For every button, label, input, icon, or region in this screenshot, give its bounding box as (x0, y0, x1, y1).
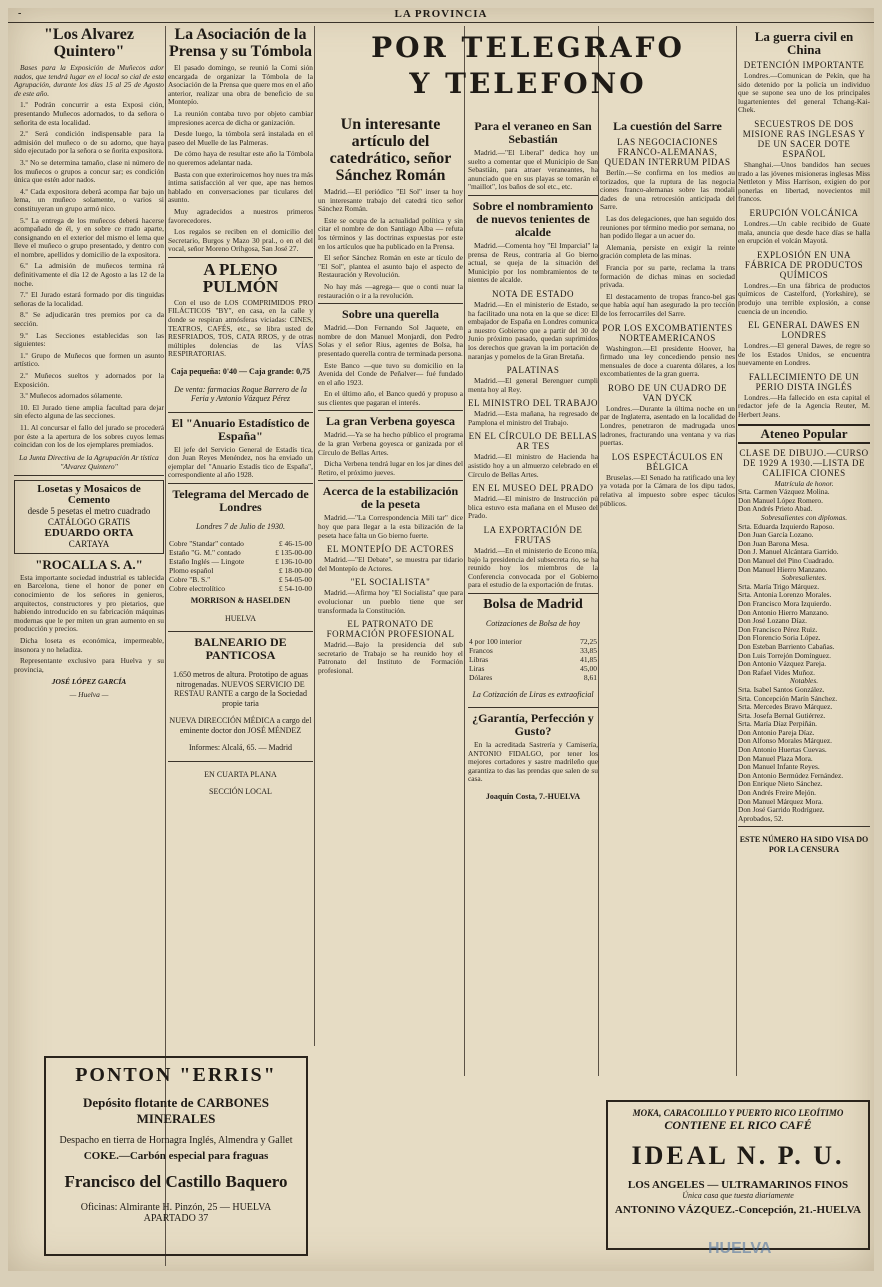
ad-brand: IDEAL N. P. U. (631, 1141, 845, 1170)
subhead: LAS NEGOCIACIONES FRANCO-ALEMANAS, QUEDAN INTERRUM PIDAS (604, 137, 731, 167)
losetas-ad (14, 480, 164, 554)
divider (468, 195, 598, 196)
banner-line-2: Y TELEFONO (409, 67, 647, 100)
list-item: Srta. Mercedes Bravo Márquez. (738, 702, 833, 712)
subhead: SECUESTROS DE DOS MISIONE RAS INGLESAS Y DE UN SACER DOTE ESPAÑOL (742, 118, 866, 159)
list-item: Don Manuel Hierro Manzano. (738, 564, 828, 574)
column-5 (600, 116, 735, 1096)
list-item: Don Esteban Barriento Cabañas. (738, 641, 835, 651)
pulmon-price: Caja pequeña: 0'40 — Caja grande: 0,75 (170, 367, 311, 377)
list-item: Aprobados, 52. (738, 813, 784, 823)
table-cell: Cobre "B. S." (169, 575, 211, 585)
list-item: Don Andrés Freire Mejón. (738, 788, 816, 798)
list-item: Don Enrique Nieto Sánchez. (738, 779, 823, 789)
table-row (168, 557, 313, 566)
rocalla-text: Representante exclusivo para Huelva y su provincia, (14, 656, 164, 674)
subhead: FALLECIMIENTO DE UN PERIO DISTA INGLÉS (748, 371, 860, 392)
rule-item: 1.º Grupo de Muñecos que formen un asunto artístico. (14, 350, 164, 369)
table-row (168, 575, 313, 584)
subhead: EL GENERAL DAWES EN LONDRES (748, 320, 860, 341)
table-cell: Cobre "Standar" contado (169, 539, 244, 549)
ad-catalog: CATÁLOGO GRATIS (47, 516, 131, 527)
article-signature: La Junta Directiva de la Agrupación Ar tística "Alvarez Quintero" (19, 452, 159, 471)
article-paragraph: Madrid.—En el ministerio de Econo mía, bajo la presidencia del subsecreta rio, se ha reunido hoy los miembros de la Conferencia convocada por el Gobierno para el estudio de la exportación de frutas. (468, 546, 598, 590)
honor-label: Sobresalientes con diplomas. (760, 513, 848, 523)
column-3 (318, 116, 463, 1106)
honor-label: Matrícula de honor. (774, 478, 834, 488)
article-paragraph: Londres.—Comunican de Pekín, que ha sido detenido por la policía un individuo que se supone sea uno de los principales lugartenientes del general Tchang-Kai-Chek. (738, 71, 870, 115)
mercado-firm: MORRISON & HASELDEN (190, 596, 291, 606)
list-item: Don Florencio Soria López. (738, 633, 821, 643)
ad-title: Losetas y Mosaicos de Cemento (37, 482, 141, 506)
table-row (168, 566, 313, 575)
panticosa-info: Informes: Alcalá, 65. — Madrid (188, 743, 293, 753)
list-item: Don Andrés Prieto Abad. (738, 504, 813, 514)
article-title: Un interesante artículo del catedrático, señor Sánchez Román (329, 116, 452, 184)
mercado-table (168, 539, 313, 593)
ad-line: Depósito flotante de CARBONES MINERALES (83, 1095, 269, 1126)
list-item: Don Manuel López Romero. (738, 495, 823, 505)
list-item: Don Rafael Vides Muñoz. (738, 667, 816, 677)
article-paragraph: Berlín.—Se confirma en los medios au torizados, que la ruptura de las negocia ciones franco-alemanas sobre las modali dades de una retrocesión anticipada del Sarre. (600, 168, 735, 212)
article-paragraph: Este se ocupa de la actualidad política y sin citar el nombre de don Santiago Alba — refuta los términos y las doctrinas expuestas por este en los artículos que ha publicado en la Prensa. (318, 215, 463, 251)
divider (168, 483, 313, 484)
table-cell: £ 54-10-00 (278, 584, 312, 594)
divider (318, 480, 463, 481)
list-item: Don Manuel del Pino Cuadrado. (738, 556, 834, 565)
pulmon-sale: De venta: farmacias Roque Barrero de la Feria y Antonio Vázquez Pérez (174, 384, 307, 404)
article-paragraph: Madrid.—En el ministerio de Estado, se ha facilitado una nota en la que se dice: El embajador de España en Londres comunica a nuestro Gobierno que a partir del 30 de Junio próximo pasado, quedan suprimidos los derechos que gravan la im portación de naranjas y pomelos de la Gran Bretaña. (468, 299, 598, 361)
bolsa-table (468, 637, 598, 682)
rule-item: 11. Al concursar el fallo del jurado se procederá por éste a la apertura de los sobres cuyos lemas coincidan con los de los ejemplares premiados. (14, 422, 164, 450)
subhead: EXPLOSIÓN EN UNA FÁBRICA DE PRODUCTOS QUÍMICOS (744, 249, 864, 280)
article-paragraph: Alemania, persiste en exigir la reinte gración completa de las minas. (600, 242, 735, 261)
pulmon-title: A PLENO PULMÓN (202, 259, 279, 296)
rule-item: 1.º Podrán concurrir a esta Exposi ción, presentando Muñecos adornados, to da señora o señorita de esta localidad. (14, 100, 164, 127)
list-item: Don Antonio Huertas Cuevas. (738, 745, 827, 755)
list-item: Don Juan Barona Mesa. (738, 538, 810, 548)
table-cell: Estaño Inglés — Lingote (169, 557, 245, 567)
bolsa-title: Bolsa de Madrid (483, 597, 583, 612)
rocalla-title: "ROCALLA S. A." (35, 556, 143, 572)
list-item: Don Francisco Pérez Ruiz. (738, 624, 818, 634)
article-paragraph: Madrid.—Esta mañana, ha regresado de Pamplona el ministro del Trabajo. (468, 409, 598, 427)
rules-list (14, 101, 164, 449)
list-item: Don Antonio Pareja Díaz. (738, 727, 815, 737)
subhead: ERUPCIÓN VOLCÁNICA (749, 207, 859, 218)
article-title: Para el veraneo en San Sebastián (474, 119, 592, 146)
censura-note: ESTE NÚMERO HA SIDO VISA DO POR LA CENSURA (739, 835, 869, 854)
table-cell: £ 136-10-00 (275, 557, 312, 567)
subhead: DETENCIÓN IMPORTANTE (743, 60, 865, 70)
article-paragraph: El señor Sánchez Román en este ar tículo de "El Sol", plantea el asunto bajo el aspecto de Restauración y Revolución. (318, 253, 463, 280)
table-cell: Liras (469, 663, 485, 673)
table-cell: £ 54-05-00 (278, 575, 312, 585)
ad-address: Oficinas: Almirante H. Pinzón, 25 — HUELVA (80, 1202, 272, 1213)
panticosa-title: BALNEARIO DE PANTICOSA (194, 635, 287, 663)
bolsa-note: La Cotización de Liras es extraoficial (472, 689, 594, 699)
subhead: CLASE DE DIBUJO.—CURSO DE 1929 A 1930.—LISTA DE CALIFICA CIONES (739, 447, 869, 478)
honor-label: Sobresalientes. (781, 573, 827, 583)
table-row (468, 673, 598, 682)
divider (318, 410, 463, 411)
ideal-npu-ad (606, 1100, 870, 1250)
article-paragraph: La reunión contaba tuvo por objeto cambiar impresiones acerca de dicha or ganización. (168, 108, 313, 127)
table-cell: Plomo español (169, 566, 214, 576)
rule-item: 10. El Jurado tiene amplia facultad para dejar sin efecto alguna de las secciones. (14, 402, 164, 421)
masthead (8, 8, 874, 23)
article-paragraph: Madrid.—"La Correspondencia Mili tar" dice hoy que para llegar a la esta bilización de la peseta hace falta un Go bierno fuerte. (318, 513, 463, 540)
ad-line: MOKA, CARACOLILLO Y PUERTO RICO LEOÍTIMO (632, 1108, 844, 1118)
ad-shop: LOS ANGELES — ULTRAMARINOS FINOS (627, 1179, 849, 1191)
list-item: Srta. Antonia Lorenzo Morales. (738, 590, 832, 600)
subhead: PALATINAS (506, 365, 560, 376)
ad-line: CONTIENE EL RICO CAFÉ (664, 1118, 812, 1132)
article-paragraph: De cómo haya de resultar este año la Tómbola no queremos adelantar nada. (168, 149, 313, 167)
table-row (468, 637, 598, 646)
ad-price: desde 5 pesetas el metro cuadrado (27, 505, 151, 516)
page-number: - (18, 8, 23, 19)
banner-line-1: POR TELEGRAFO (371, 31, 685, 64)
rule-item: 9.º Las Secciones establecidas son las siguientes: (14, 330, 164, 349)
mercado-title: Telegrama del Mercado de Londres (172, 486, 309, 514)
table-cell: 45,00 (580, 663, 597, 673)
section-banner (318, 30, 738, 106)
article-paragraph: Dicha Verbena tendrá lugar en los jar dines del Retiro, el próximo jueves. (318, 459, 463, 477)
watermark-text: HUELVA (708, 1240, 772, 1257)
article-paragraph: El pasado domingo, se reunió la Comi sión encargada de organizar la Tómbola de la Asociación de la Prensa que quere mos en el año anterior, realizar una obra de beneficio de su Montepío. (168, 63, 313, 107)
article-paragraph: El destacamento de tropas franco-bel gas que había aquí han asegurado la pro tección de los ferrocarriles del Sarre. (600, 291, 735, 318)
article-title: La gran Verbena goyesca (326, 414, 455, 429)
column-6 (738, 26, 870, 1106)
article-title: Sobre una querella (342, 307, 439, 322)
table-cell: Francos (469, 645, 493, 655)
list-item: Don José Garrido Rodríguez. (738, 805, 825, 815)
ad-apartado: APARTADO 37 (143, 1213, 209, 1224)
column-rule (464, 26, 465, 1076)
table-cell: Dólares (469, 672, 493, 682)
panticosa-text: 1.650 metros de altura. Prototipo de aguas nitrogenadas. NUEVOS SERVICIO DE RESTAU RANTE a cargo de la Sociedad propie taria (172, 670, 309, 708)
rep-name: JOSÉ LÓPEZ GARCÍA (51, 677, 127, 687)
garantia-text: En la acreditada Sastrería y Camisería, ANTONIO FIDALGO, por tener los mejores cortadores y sastre madrileño que garantiza to das las prendas que salen de su casa. (468, 740, 598, 784)
ateneo-title: Ateneo Popular (738, 424, 870, 444)
table-cell: £ 46-15-00 (278, 539, 312, 549)
column-rule (598, 26, 599, 1076)
article-paragraph: Bruselas.—El Senado ha ratificado una ley ya votada por la Cámara de los dipu tados, relativa al impuesto sobre espec táculos públicos. (600, 472, 735, 508)
article-paragraph: Madrid.—El ministro de Hacienda ha asistido hoy a un almuerzo celebrado en el Círculo de Bellas Artes. (468, 452, 598, 479)
divider (468, 707, 598, 708)
subhead: POR LOS EXCOMBATIENTES NORTEAMERICANOS (602, 322, 733, 343)
rocalla-text: Dicha loseta es económica, impermeable, insonora y no heladiza. (14, 635, 164, 654)
seccion-local: SECCIÓN LOCAL (209, 787, 272, 797)
rule-item: 8.º Se adjudicarán tres premios por ca da sección. (14, 310, 164, 329)
table-cell: 33,85 (580, 645, 597, 655)
article-paragraph: Basta con que exteriroicemos hoy nues tra más íntima satisfacción al ver que, ape nas hemos hablado en conversaciones par ticulares del asunto. (168, 169, 313, 205)
article-paragraph: Francia por su parte, reclama la trans formación de dichas minas en sociedad privada. (600, 262, 735, 290)
article-paragraph: Madrid.—El periódico "El Sol" inser ta hoy un interesante trabajo del catedrá tico señor Sánchez Román. (318, 187, 463, 214)
table-row (168, 548, 313, 557)
article-paragraph: Madrid.—El general Berenguer cumpli menta hoy al Rey. (468, 376, 598, 394)
ponton-erris-ad (44, 1056, 308, 1256)
list-item: Don José Lozano Díaz. (738, 616, 807, 626)
ad-line: COKE.—Carbón especial para fraguas (83, 1150, 269, 1162)
article-paragraph: Londres.—El general Dawes, de regre so de los Estados Unidos, se encuentra nuevamente en Londres. (738, 341, 870, 368)
list-item: Don Francisco Mora Izquierdo. (738, 598, 832, 608)
divider (168, 631, 313, 632)
list-item: Don Luis Torrejón Domínguez. (738, 650, 831, 660)
article-intro: Bases para la Exposición de Muñecos ador nados, que tendrá lugar en el local so cial de esta Agrupación, durante los días 15 al 25 de Agosto de este año. (14, 63, 164, 98)
honor-label: Notables. (789, 676, 819, 686)
garantia-address: Joaquín Costa, 7.-HUELVA (485, 791, 581, 801)
article-paragraph: Madrid.—"El Liberal" dedica hoy un suelto a comentar que el Municipio de San Sebastián, para atraer veraneantes, ha anunciado que en sus playas se tomarán el "maillot", los baños de sol etc., etc. (468, 148, 598, 192)
article-paragraph: Muy agradecidos a nuestros primeros favorecedores. (168, 206, 313, 225)
anuario-title: El "Anuario Estadístico de España" (171, 415, 310, 443)
ad-owner: Francisco del Castillo Baquero (64, 1172, 288, 1191)
article-paragraph: Londres.—Durante la última noche en un par de Inglaterra, asentado en la localidad de Londres, penetraron de madrugada unos ladrones, fracturando una ventana y va rias puertas. (600, 403, 735, 448)
article-paragraph: Madrid.—"El Debate", se muestra par tidario del Montepío de Actores. (318, 555, 463, 573)
table-cell: Cobre electrolítico (169, 584, 226, 594)
table-row (468, 655, 598, 664)
column-1 (14, 26, 164, 1101)
article-paragraph: Los regalos se reciben en el domicilio del Secretario, Burgos y Mazo 30 pral., o en el del vocal, señor Moreno Orihgosa, San José 27. (168, 227, 313, 254)
list-item: Srta. Isabel Santos González. (738, 684, 825, 694)
subhead: NOTA DE ESTADO (491, 288, 575, 299)
article-paragraph: Madrid.—Comenta hoy "El Imparcial" la prensa de Reus, contraria al Go bierno actual, se queja de la situación del Municipio por los nombramientos de te nientes de alcalde. (468, 240, 598, 285)
rule-item: 7.º El Jurado estará formado por dis tinguidas señoras de la localidad. (14, 290, 164, 308)
subhead: EL MINISTRO DEL TRABAJO (468, 398, 598, 409)
table-cell: 8,61 (583, 672, 597, 682)
article-paragraph: Madrid.—El ministro de Instrucción pú blica estuvo esta mañana en el Museo del Prado. (468, 494, 598, 521)
table-cell: 4 por 100 interior (469, 636, 522, 646)
article-paragraph: No hay más —agrega— que o conti nuar la restauración o ir a la revolución. (318, 281, 463, 300)
list-item: Don J. Manuel Alcántara Garrido. (738, 547, 839, 557)
ad-slogan: Única casa que tuesta diariamente (682, 1191, 794, 1200)
list-item: Srta. Carmen Vázquez Molina. (738, 487, 830, 497)
divider (168, 412, 313, 413)
panticosa-dir: NUEVA DIRECCIÓN MÉDICA a cargo del eminente doctor don JOSÉ MÉNDEZ (169, 716, 312, 735)
column-2 (168, 26, 313, 1101)
rule-item: 5.º La entrega de los muñecos deberá hacerse acompañado de él, y en sobre ce rrado aparte, consignando en el exterior del mismo el lema que lleve el muñeco o grupo presentado, y dentro con el nombre, apellidos y domicilio de la expositora. (14, 215, 164, 259)
article-paragraph: Washington.—El presidente Hoover, ha firmado una ley concediendo pensio nes mensuales de doce a cuarenta dólares, a los excombatientes de la gran guerra. (600, 343, 735, 379)
article-paragraph: Londres.—Ha fallecido en esta capital el redactor jefe de la Agencia Reuter, M. Herbert Jeans. (738, 392, 870, 420)
divider (14, 475, 164, 476)
table-row (468, 664, 598, 673)
ad-line: Despacho en tierra de Hornagra Inglés, Almendra y Gallet (59, 1135, 293, 1146)
divider (168, 257, 313, 258)
subhead: ROBO DE UN CUADRO DE VAN DYCK (607, 382, 727, 403)
ad-owner: EDUARDO ORTA (44, 526, 134, 539)
subhead: EL MONTEPÍO DE ACTORES (326, 544, 455, 555)
pulmon-text: Con el uso de LOS COMPRIMIDOS PRO FILÁCTICOS "BY", en casa, en la calle y donde se respiran atmósferas viciadas: CINES, TEATROS, CAFÉS, etc., se libra usted de RESFRIADOS, TOS, CATA RROS, y de otras múltiples dolencias de las VÍAS RESPIRATORIAS. (168, 297, 313, 359)
list-item: Srta. Concepción Marín Sánchez. (738, 693, 838, 703)
list-item: Don Antonio Hierro Manzano. (738, 607, 829, 617)
subhead: EL PATRONATO DE FORMACIÓN PROFESIONAL (326, 619, 455, 640)
article-title: La Asociación de la Prensa y su Tómbola (169, 26, 312, 60)
subhead: EN EL CÍRCULO DE BELLAS AR TES (468, 431, 598, 452)
list-item: Srta. Josefa Bernal Gutiérrez. (738, 710, 826, 720)
table-row (168, 584, 313, 593)
article-title: La cuestión del Sarre (613, 119, 722, 133)
article-paragraph: Las dos delegaciones, que han seguido dos reuniones por término medio por semana, no han podido llegar a un acuer do. (600, 213, 735, 241)
list-item: Srta. Eduarda Izquierdo Raposo. (738, 521, 835, 531)
table-cell: Estaño "G. M." contado (169, 548, 241, 558)
article-paragraph: Londres.—Un cable recibido de Guate mala, anuncia que desde hace días se halla en erupción el volcán Mayotá. (738, 218, 870, 246)
rule-item: 2.º Será condición indispensable para la admisión del muñeco o de su adorno, que haya sido ejecutado por la señora o se ñorita expositora. (14, 129, 164, 156)
table-cell: £ 135-00-00 (275, 548, 312, 558)
anuario-text: El jefe del Servicio General de Estadís tica, don Juan Reyes Menéndez, nos ha enviado un ejemplar del "Anuario Estadís tico de España", correspondiente al año 1928. (168, 444, 313, 480)
divider (168, 761, 313, 762)
divider (468, 593, 598, 594)
article-paragraph: Madrid.—Don Fernando Sol Jaquete, en nombre de don Manuel Monjardi, don Pedro Solas y el señor Rius, agentes de Bolsa, ha presentado querella contra de terminada persona. (318, 323, 463, 358)
subhead: LA EXPORTACIÓN DE FRUTAS (483, 525, 583, 546)
article-paragraph: Madrid.—Ya se ha hecho público el programa de la gran Verbena goyesca or ganizada por el Círculo de Bellas Artes. (318, 430, 463, 457)
subhead: LOS ESPECTÁCULOS EN BÉLGICA (611, 451, 724, 472)
article-paragraph: Madrid.—Bajo la presidencia del sub secretario de Trabajo se ha reunido hoy el Patronato del Instituto de Formación profesional. (318, 640, 463, 675)
mercado-city: HUELVA (224, 613, 257, 623)
list-item: Don Manuel Plaza Mora. (738, 753, 813, 763)
mercado-date: Londres 7 de Julio de 1930. (195, 521, 286, 531)
divider (738, 826, 870, 827)
ad-name: PONTON "ERRIS" (75, 1064, 277, 1086)
rule-item: 3.º No se determina tamaño, clase ni número de los muñecos o grupos a concur sar; es condición única que estén ador nados. (14, 157, 164, 185)
rule-item: 2.º Muñecos sueltos y adornados por la Exposición. (14, 371, 164, 389)
subhead: "EL SOCIALISTA" (350, 577, 431, 588)
paper-name: LA PROVINCIA (394, 8, 488, 20)
garantia-title: ¿Garantía, Perfección y Gusto? (472, 711, 594, 738)
table-cell: 41,85 (580, 654, 597, 664)
rule-item: 6.º La admisión de muñecos termina rá definitivamente el día 12 de Agosto a las 12 de la noche. (14, 261, 164, 288)
rep-city: — Huelva — (69, 690, 109, 700)
article-title: Acerca de la estabilización de la peseta (322, 484, 459, 512)
article-paragraph: Este Banco —que tuvo su domicilio en la Avenida del Conde de Peñalver— fué fundado en el año 1923. (318, 360, 463, 387)
list-item: Don Manuel Márquez Mora. (738, 796, 823, 806)
divider (318, 303, 463, 304)
article-title: Sobre el nombramiento de nuevos tenientes de alcalde (472, 198, 594, 239)
newspaper-page (8, 8, 874, 1271)
list-item: Don Antonio Vázquez Pareja. (738, 659, 827, 669)
bolsa-subtitle: Cotizaciones de Bolsa de hoy (485, 619, 581, 628)
rule-item: 3.º Muñecos adornados sólamente. (20, 391, 123, 401)
table-cell: £ 18-00-00 (278, 566, 312, 576)
list-item: Don Antonio Bermúdez Fernández. (738, 770, 844, 780)
article-paragraph: Madrid.—Afirma hoy "El Socialista" que para evolucionar un pueblo tiene que ser transformada la Constitución. (318, 588, 463, 615)
list-item: Srta. María Díaz Perpiñán. (738, 719, 818, 729)
rocalla-text: Esta importante sociedad industrial es tablecida en Barcelona, tiene el honor de poner en conocimiento de los señores in genieros, arquitectos, constructores y pro pietarios, que habiendo introducido en su fabricación máquinas modernas que le per miten un gran aumento en su producción y precios. (14, 572, 164, 634)
list-item: Srta. María Trigo Márquez. (738, 581, 820, 591)
article-paragraph: En el último año, el Banco quedó y propuso a sus clientes que pagaran el interés. (318, 389, 463, 407)
subhead: EN EL MUSEO DEL PRADO (472, 483, 594, 494)
article-paragraph: Londres.—En una fábrica de productos químicos de Castelford, (Yorkshire), se produjo una terrible explosión, a conse cuencia de un incendio. (738, 280, 870, 316)
ad-place: CARTAYA (68, 538, 110, 549)
list-item: Don Juan García Lozano. (738, 530, 814, 540)
column-rule (314, 26, 315, 1046)
column-4 (468, 116, 598, 1106)
list-item: Don Alfonso Morales Márquez. (738, 736, 833, 746)
table-cell: Libras (469, 654, 489, 664)
ad-owner: ANTONINO VÁZQUEZ.-Concepción, 21.-HUELVA (614, 1204, 862, 1216)
table-row (468, 646, 598, 655)
cuarta-plana: EN CUARTA PLANA (204, 769, 277, 779)
article-title: La guerra civil en China (754, 29, 854, 57)
rule-item: 4.º Cada expositora deberá acompa ñar bajo un lema, un muñeco solamente, o varios si constituyeran un grupo armó nico. (14, 186, 164, 213)
table-row (168, 539, 313, 548)
column-rule (736, 26, 737, 1076)
list-item: Don Manuel Infante Reyes. (738, 762, 820, 772)
article-title: "Los Alvarez Quintero" (44, 26, 134, 60)
article-paragraph: Desde luego, la tómbola será instalada en el paseo del Muelle de las Palmeras. (168, 129, 313, 147)
article-paragraph: Shanghai.—Unos bandidos han secues trado a las jóvenes misioneras inglesas Miss Nettleton y Miss Harrison, exigien do por ponerlas en libertad, novecientos mil francos. (738, 159, 870, 204)
table-cell: 72,25 (580, 636, 597, 646)
